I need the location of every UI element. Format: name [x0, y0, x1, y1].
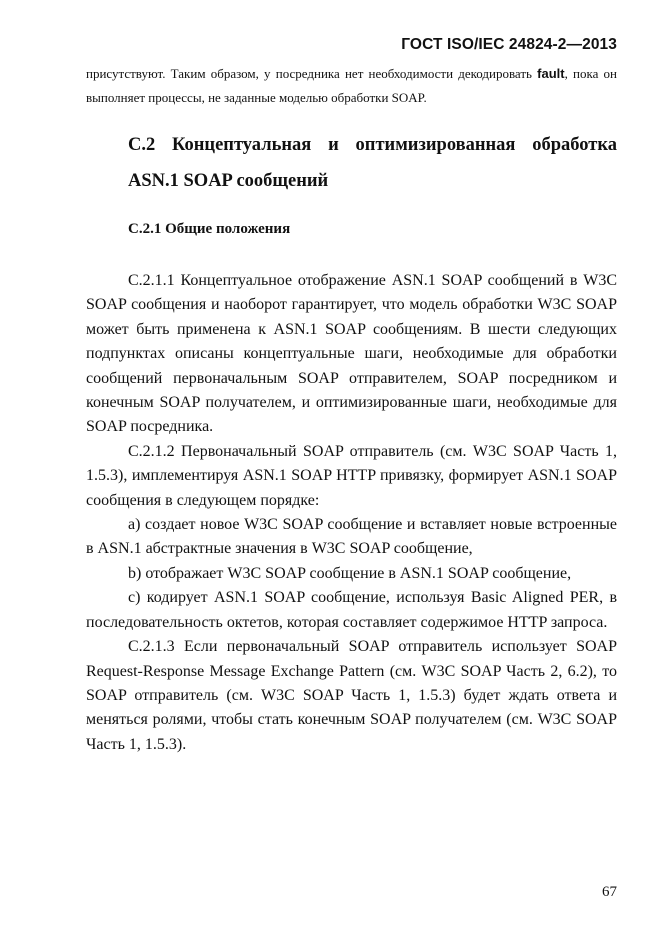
intro-text-before: присутствуют. Таким образом, у посредника нет необходимости декодировать	[86, 66, 538, 81]
paragraph-c-2-1-1: C.2.1.1 Концептуальное отображение ASN.1 SOAP сообщений в W3C SOAP сообщения и наоборот гарантирует, что модель обработки W3C SOAP может быть применена к ASN.1 SOAP сообщениям. В шести следующих подпунктах описаны концептуальные шаги, необходимые для обработки сообщений первоначальным SOAP отправителем, SOAP посредником и конечным SOAP получателем, и оптимизированные шаги, необходимые для SOAP посредника.	[86, 272, 617, 436]
intro-bold-term: fault	[537, 66, 565, 81]
paragraph-c-2-1-2: C.2.1.2 Первоначальный SOAP отправитель (см. W3C SOAP Часть 1, 1.5.3), имплементируя ASN.1 SOAP HTTP привязку, формирует ASN.1 SOAP сообщения в следующем порядке:	[86, 442, 617, 509]
intro-text-after: , пока он выполняет процессы, не заданные моделью обработки SOAP.	[86, 66, 618, 105]
list-item-a: a) создает новое W3C SOAP сообщение и вставляет новые встроенные в ASN.1 абстрактные значения в W3C SOAP сообщение,	[86, 516, 617, 558]
list-item-b: b) отображает W3C SOAP сообщение в ASN.1 SOAP сообщение,	[128, 564, 572, 582]
subsection-heading: C.2.1 Общие положения	[128, 221, 291, 237]
intro-paragraph	[86, 62, 617, 110]
page-number: 67	[602, 884, 617, 900]
paragraph-c-2-1-3: C.2.1.3 Если первоначальный SOAP отправитель использует SOAP Request-Response Message Exchange Pattern (см. W3C SOAP Часть 2, 6.2), то SOAP отправитель (см. W3C SOAP Часть 1, 1.5.3) будет ждать ответа и меняться ролями, чтобы стать конечным SOAP получателем (см. W3C SOAP Часть 1, 1.5.3).	[86, 638, 617, 753]
list-item-c: c) кодирует ASN.1 SOAP сообщение, используя Basic Aligned PER, в последовательность октетов, которая составляет содержимое HTTP запроса.	[86, 589, 617, 631]
section-heading: C.2 Концептуальная и оптимизированная обработка ASN.1 SOAP сообщений	[128, 135, 617, 191]
body-text	[86, 269, 617, 757]
document-standard-header: ГОСТ ISO/IEC 24824-2—2013	[401, 36, 617, 53]
